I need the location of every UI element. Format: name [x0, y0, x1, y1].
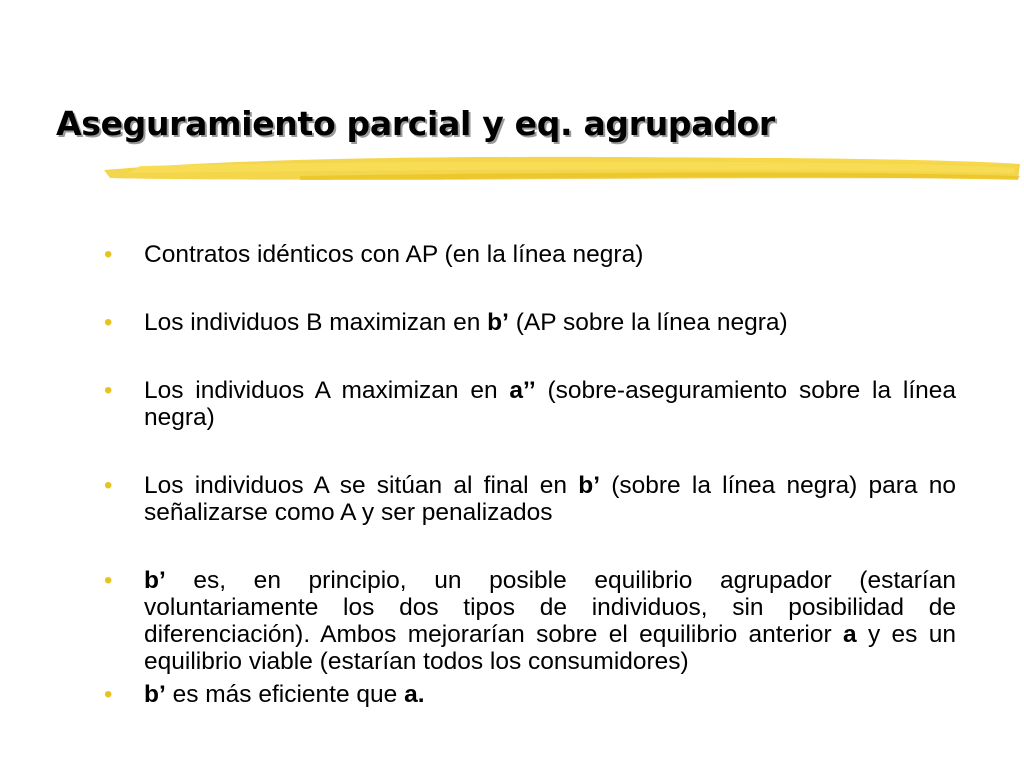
bullet-text: Los individuos A se sitúan al final en: [144, 472, 579, 499]
bullet-text: es, en principio, un posible equilibrio agrupador (estarían voluntariamente los dos tipos de individuos, sin posibilidad de diferenciación). Ambos mejorarían sobre el equilibrio anterior: [144, 567, 956, 648]
bullet-text: (sobre la línea negra) para no señalizarse como A y ser penalizados: [144, 472, 956, 526]
bullet-emphasis: b’: [487, 309, 509, 336]
bullet-dot-icon: •: [104, 377, 113, 404]
bullet-text: Contratos idénticos con AP (en la línea negra): [144, 241, 644, 268]
bullet-dot-icon: •: [104, 567, 113, 594]
list-item: [104, 472, 956, 526]
bullet-text: (sobre-aseguramiento sobre la línea negra): [144, 377, 956, 431]
bullet-text: (AP sobre la línea negra): [508, 309, 788, 336]
slide-title: Aseguramiento parcial y eq. agrupador: [56, 104, 775, 143]
title-highlight-stroke: [100, 146, 1024, 188]
bullet-text: y es un equilibrio viable (estarían todos los consumidores): [144, 621, 956, 675]
bullet-text: es más eficiente que: [165, 681, 405, 708]
bullet-dot-icon: •: [104, 241, 113, 268]
bullet-emphasis: a.: [404, 681, 425, 708]
bullet-dot-icon: •: [104, 472, 113, 499]
bullet-emphasis: a: [842, 621, 857, 648]
list-item: [104, 567, 956, 675]
list-item: [104, 241, 956, 268]
bullet-emphasis: a’’: [509, 377, 536, 404]
bullet-dot-icon: •: [104, 681, 113, 708]
bullet-dot-icon: •: [104, 309, 113, 336]
list-item: [104, 377, 956, 431]
bullet-text: Los individuos B maximizan en: [144, 309, 488, 336]
bullet-emphasis: b’: [144, 567, 166, 594]
bullet-emphasis: b’: [144, 681, 166, 708]
bullet-list: [104, 241, 956, 708]
list-item: [104, 309, 956, 336]
list-item: [104, 681, 956, 708]
bullet-text: Los individuos A maximizan en: [144, 377, 510, 404]
bullet-emphasis: b’: [578, 472, 601, 499]
